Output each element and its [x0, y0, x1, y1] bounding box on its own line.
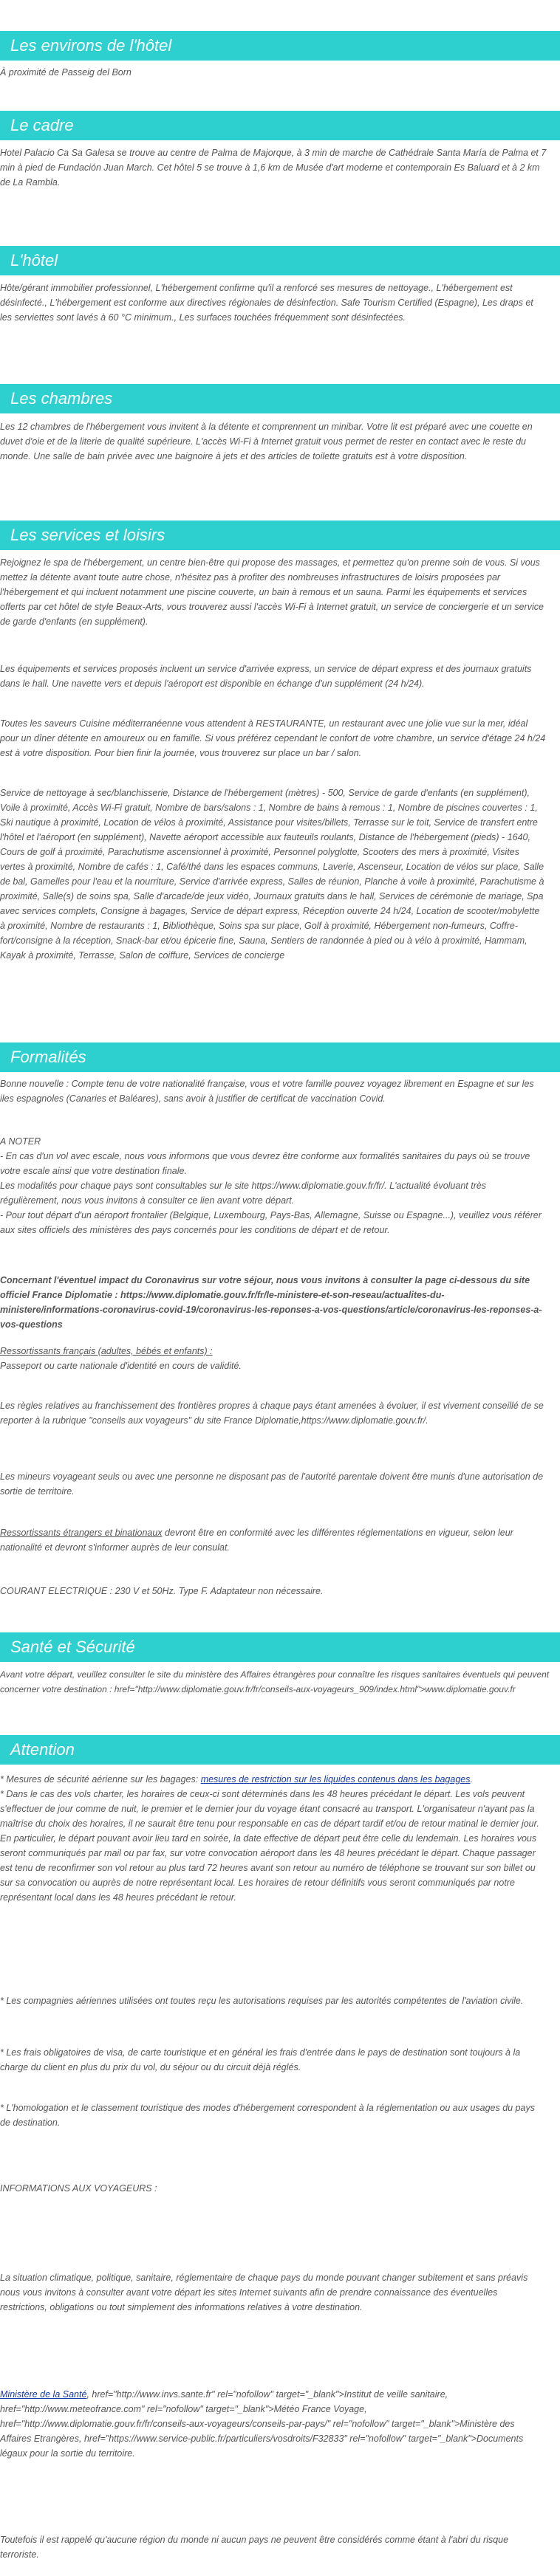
attention-bagages: * Mesures de sécurité aérienne sur les bagages: mesures de restriction sur les liquides contenus dans les bagages. — [0, 1774, 473, 1785]
services-p2: Les équipements et services proposés incluent un service d'arrivée express, un service de départ express et des journaux gratuits dans le hall. Une navette vers et depuis l'aéroport est disponible en échange d'un supplément (24 h/24). — [0, 664, 532, 689]
services-p1: Rejoignez le spa de l'hébergement, un centre bien-être qui propose des massages, et permettez qu'on prenne soin de vous. Si vous mettez la détente avant toute autre chose, n'hésitez pas à profiter des nombreuses infrastructures de loisirs proposées par l'hébergement et qui incluent notamment une piscine couverte, un bain à remous et un sauna. Parmi les équipements et services offerts par cet hôtel de style Beaux-Arts, vous trouverez aussi l'accès Wi-Fi à Internet gratuit, un service de conciergerie et un service de garde d'enfants (en supplément). — [0, 557, 544, 627]
section-header-formalites: Formalités — [0, 1043, 560, 1072]
ressortissants-francais-text: Passeport ou carte nationale d'identité en cours de validité. — [0, 1361, 242, 1371]
courant-electrique: COURANT ELECTRIQUE : 230 V et 50Hz. Type F. Adaptateur non nécessaire. — [0, 1586, 324, 1596]
section-header-services: Les services et loisirs — [0, 521, 560, 550]
a-noter-line-3: - Pour tout départ d'un aéroport frontalier (Belgique, Luxembourg, Pays-Bas, Allemagne, Suisse ou Espagne...), veuillez vous référer aux sites officiels des ministères des pays concernés pour les conditions de départ et de retour. — [0, 1210, 542, 1235]
ressortissants-etrangers-text: devront être en conformité avec les différentes réglementations en vigueur, selon leur nationalité et devront s'informer auprès de leur consulat. — [0, 1528, 513, 1553]
section-header-environs: Les environs de l'hôtel — [0, 31, 560, 61]
attention-homologation: * L'homologation et le classement touristique des modes d'hébergement correspondent à la réglementation ou aux usages du pays de destination. — [0, 2103, 535, 2128]
coronavirus-notice: Concernant l'éventuel impact du Coronavirus sur votre séjour, nous vous invitons à consulter la page ci-dessous du site officiel France Diplomatie : https://www.diplomatie.gouv.fr/fr/le-ministere-et-son-reseau/actualites-du-ministere/informations-coronavirus-covid-19/coronavirus-les-reponses-a-vos-questions/article/coronavirus-les-reponses-a-vos-questions — [0, 1275, 542, 1330]
attention-vols-charter: * Dans le cas des vols charter, les horaires de ceux-ci sont déterminés dans les 48 heures précédant le départ. Les vols peuvent s'effectuer de jour comme de nuit, le premier et le dernier jour du voyage étant consacré au transport. L'organisateur n'ayant pas la maîtrise du choix des horaires, il ne saurait être tenu pour responsable en cas de départ tardif et/ou de retour matinal le dernier jour. En particulier, le départ pouvant avoir lieu tard en soirée, la date effective de départ peut être celle du lendemain. Les horaires vous seront communiqués par mail ou par fax, sur votre convocation aéroport dans les 48 heures précédant le départ. Chaque passager est tenu de reconfirmer son vol retour au plus tard 72 heures avant son retour au numéro de téléphone se trouvant sur son billet ou sur sa convocation ou auprès de notre représentant local. Les horaires de retour définitifs vous seront communiqués par notre représentant local dans les 48 heures précédant le retour. — [0, 1789, 539, 1903]
informations-liens: Ministère de la Santé, href="http://www.invs.sante.fr" rel="nofollow" target="_blank">Institut de veille sanitaire, href="http://www.meteofrance.com" rel="nofollow" target="_blank">Météo France Voyage, href="http://www.diplomatie.gouv.fr/fr/conseils-aux-voyageurs/conseils-par-pays/" rel="nofollow" target="_blank">Ministère des Affaires Etrangères, href="https://www.service-public.fr/particuliers/vosdroits/F32833" rel="nofollow" target="_blank">Documents légaux pour la sortie du territoire. — [0, 2389, 524, 2459]
chambres-text: Les 12 chambres de l'hébergement vous invitent à la détente et comprennent un minibar. Votre lit est préparé avec une couette en duvet d'oie et de la literie de qualité supérieure. L'accès Wi-Fi à Internet gratuit vous permet de rester en contact avec le reste du monde. Une salle de bain privée avec une baignoire à jets et des articles de toilette gratuits est à votre disposition. — [0, 422, 533, 461]
a-noter-title: A NOTER — [0, 1136, 41, 1147]
regles-frontieres: Les règles relatives au franchissement des frontières propres à chaque pays étant amenées à évoluer, il est vivement conseillé de se reporter à la rubrique "conseils aux voyageurs" du site France Diplomatie,https://www.diplomatie.gouv.fr/. — [0, 1401, 544, 1426]
formalites-p1: Bonne nouvelle : Compte tenu de votre nationalité française, vous et votre famille pouvez voyagez librement en Espagne et sur les iles espagnoles (Canaries et Baléares), sans avoir à justifier de certificat de vaccination Covid. — [0, 1079, 534, 1104]
ressortissants-etrangers — [0, 1525, 547, 1555]
a-noter-line-2: Les modalités pour chaque pays sont consultables sur le site https://www.diplomatie.gouv.fr/fr/. L'actualité évoluant très régulièrement, nous vous invitons à consulter ce lien avant votre départ. — [0, 1181, 487, 1206]
formalites-a-noter — [0, 1134, 547, 1237]
section-header-sante: Santé et Sécurité — [0, 1632, 560, 1662]
ressortissants-francais — [0, 1344, 547, 1373]
section-header-cadre: Le cadre — [0, 111, 560, 140]
services-p4: Service de nettoyage à sec/blanchisserie, Distance de l'hébergement (mètres) - 500, Service de garde d'enfants (en supplément), Voile à proximité, Accès Wi-Fi gratuit, Nombre de bars/salons : 1, Nombre de bains à remous : 1, Nombre de piscines couvertes : 1, Ski nautique à proximité, Location de vélos à proximité, Assistance pour visites/billets, Terrasse sur le toit, Service de transfert entre l'hôtel et l'aéroport (en supplément), Navette aéroport accessible aux fauteuils roulants, Distance de l'hébergement (pieds) - 1640, Cours de golf à proximité, Parachutisme ascensionnel à proximité, Personnel polyglotte, Scooters des mers à proximité, Visites vertes à proximité, Nombre de cafés : 1, Café/thé dans les espaces communs, Laverie, Ascenseur, Location de vélos sur place, Salle de bal, Gamelles pour l'eau et la nourriture, Service d'arrivée express, Salles de réunion, Planche à voile à proximité, Parachutisme à proximité, Salle(s) de soins spa, Salle d'arcade/de jeux vidéo, Journaux gratuits dans le hall, Services de cérémonie de mariage, Spa avec services complets, Consigne à bagages, Service de départ express, Réception ouverte 24 h/24, Location de scooter/mobylette à proximité, Nombre de restaurants : 1, Bibliothèque, Soins spa sur place, Golf à proximité, Hébergement non-fumeurs, Coffre-fort/consigne à la réception, Snack-bar et/ou épicerie fine, Sauna, Sentiers de randonnée à pied ou à vélo à proximité, Hammam, Kayak à proximité, Terrasse, Salon de coiffure, Services de concierge — [0, 788, 544, 961]
mineurs-text: Les mineurs voyageant seuls ou avec une personne ne disposant pas de l'autorité parentale doivent être munis d'une autorisation de sortie de territoire. — [0, 1471, 544, 1497]
ressortissants-francais-title: Ressortissants français (adultes, bébés et enfants) : — [0, 1346, 213, 1356]
attention-compagnies: * Les compagnies aériennes utilisées ont toutes reçu les autorisations requises par les autorités compétentes de l'aviation civile. — [0, 1996, 524, 2006]
risque-terroriste: Toutefois il est rappelé qu'aucune région du monde ni aucun pays ne peuvent être considérés comme étant à l'abri du risque terroriste. — [0, 2535, 509, 2560]
section-header-attention: Attention — [0, 1735, 560, 1765]
attention-frais-visa: * Les frais obligatoires de visa, de carte touristique et en général les frais d'entrée dans le pays de destination sont toujours à la charge du client en plus du prix du vol, du séjour ou du circuit déjà réglés. — [0, 2047, 521, 2072]
section-header-chambres: Les chambres — [0, 384, 560, 413]
sante-text: Avant votre départ, veuillez consulter le site du ministère des Affaires étrangères pour connaître les risques sanitaires éventuels qui peuvent concerner votre destination : href="http://www.diplomatie.gouv.fr/fr/conseils-aux-voyageurs_909/index.html">www.diplomatie.gouv.fr — [0, 1669, 550, 1694]
liquides-restriction-link[interactable]: mesures de restriction sur les liquides contenus dans les bagages — [200, 1774, 471, 1785]
hotel-text: Hôte/gérant immobilier professionnel, L'hébergement confirme qu'il a renforcé ses mesures de nettoyage., L'hébergement est désinfecté., L'hébergement est conforme aux directives régionales de désinfection. Safe Tourism Certified (Espagne), Les draps et les serviettes sont lavés à 60 °C minimum., Les surfaces touchées fréquemment sont désinfectées. — [0, 283, 533, 323]
ministere-sante-link[interactable]: Ministère de la Santé — [0, 2389, 87, 2400]
section-header-hotel: L'hôtel — [0, 246, 560, 275]
cadre-text: Hotel Palacio Ca Sa Galesa se trouve au centre de Palma de Majorque, à 3 min de marche de Cathédrale Santa María de Palma et 7 min à pied de Fundación Juan March. Cet hôtel 5 se trouve à 1,6 km de Musée d'art moderne et contemporain Es Baluard et à 2 km de La Rambla. — [0, 148, 547, 188]
informations-voyageurs-title: INFORMATIONS AUX VOYAGEURS : — [0, 2183, 157, 2194]
ressortissants-etrangers-title: Ressortissants étrangers et binationaux — [0, 1528, 163, 1538]
environs-text: À proximité de Passeig del Born — [0, 67, 132, 78]
a-noter-line-1: - En cas d'un vol avec escale, nous vous informons que vous devrez être conforme aux formalités sanitaires du pays où se trouve votre escale ainsi que votre destination finale. — [0, 1151, 530, 1176]
services-p3: Toutes les saveurs Cuisine méditerranéenne vous attendent à RESTAURANTE, un restaurant avec une jolie vue sur la mer, idéal pour un dîner détente en amoureux ou en famille. Si vous préférez cependant le confort de votre chambre, un service d'étage 24 h/24 est à votre disposition. Pour bien finir la journée, vous trouverez sur place un bar / salon. — [0, 718, 546, 758]
informations-voyageurs-text: La situation climatique, politique, sanitaire, réglementaire de chaque pays du monde pouvant changer subitement et sans préavis nous vous invitons à consulter avant votre départ les sites Internet suivants afin de prendre connaissance des éventuelles restrictions, obligations ou tout simplement des informations relatives à votre destination. — [0, 2273, 528, 2312]
